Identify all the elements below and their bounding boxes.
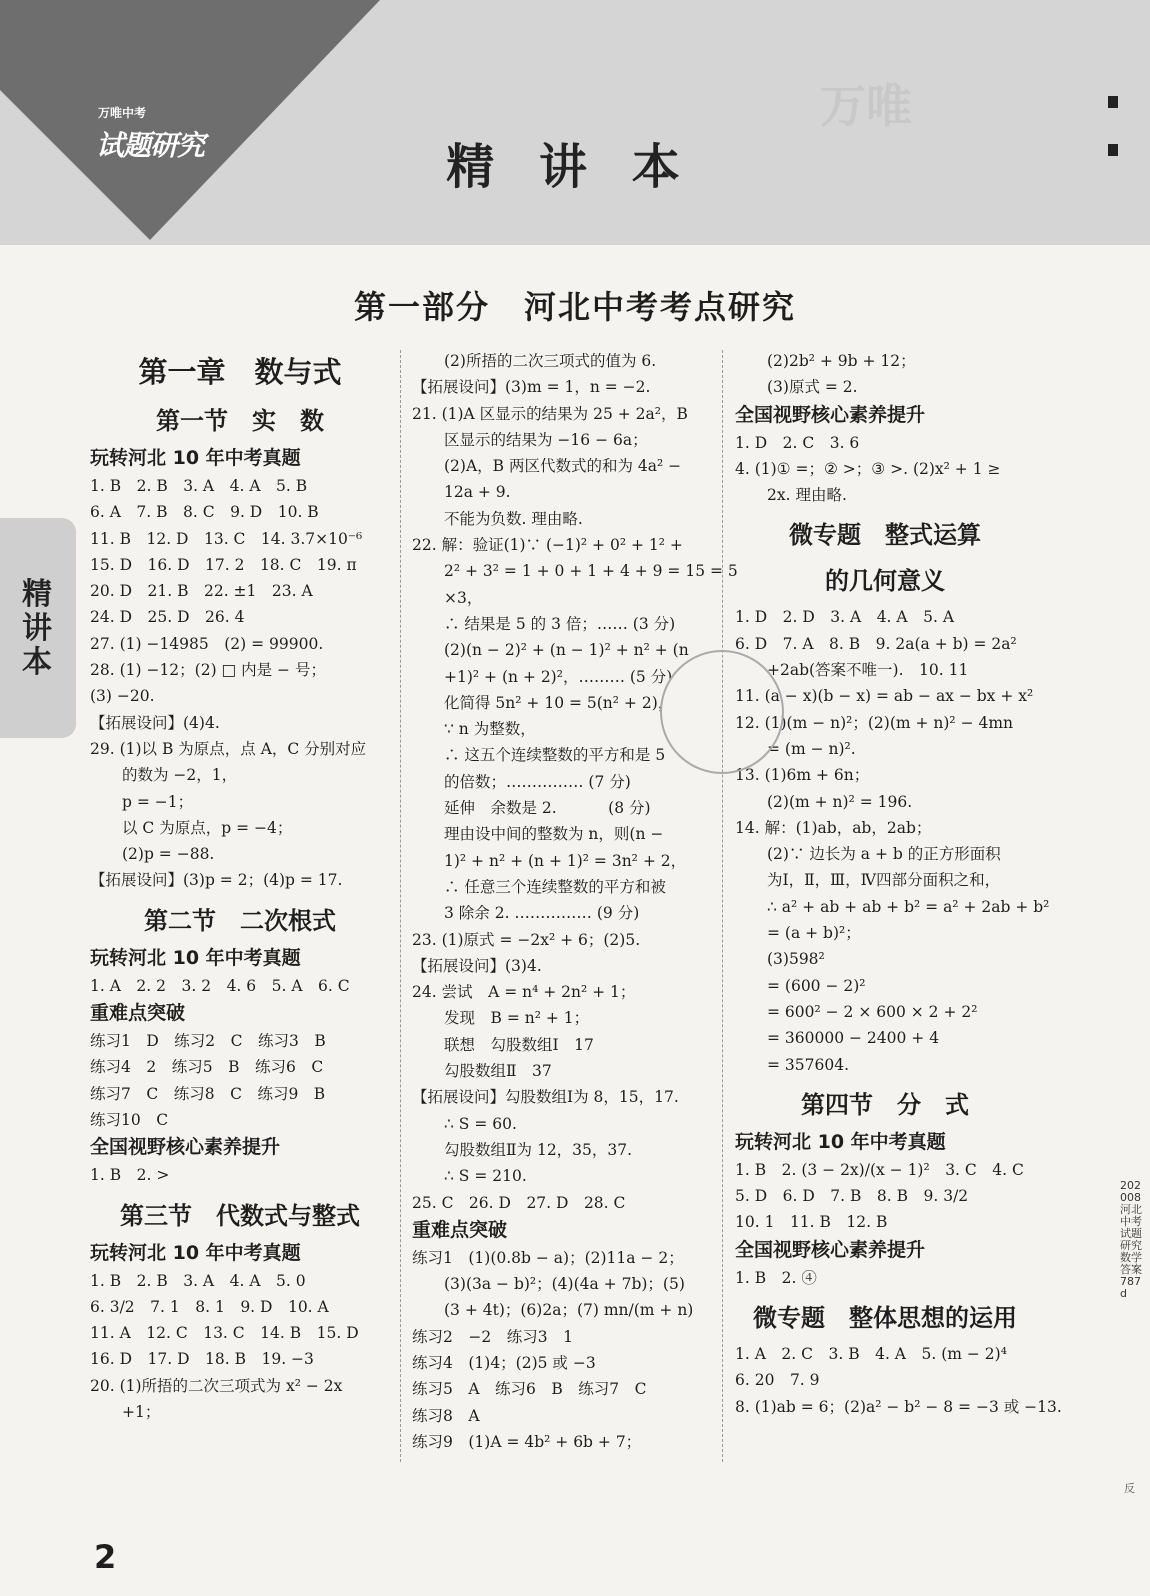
answer-line: p = −1； <box>122 792 194 811</box>
answer-line: 1. D 2. C 3. 6 <box>735 433 860 452</box>
answer-line: 练习4 2 练习5 B 练习6 C <box>90 1058 324 1077</box>
answer-line: 24. D 25. D 26. 4 <box>90 608 245 627</box>
answer-line: 28. (1) −12；(2) □ 内是 − 号； <box>90 661 326 680</box>
answer-line: = (600 − 2)² <box>767 976 866 995</box>
section-heading: 第四节 分 式 <box>801 1090 969 1119</box>
answer-column-1 <box>90 348 390 1425</box>
side-code: 202008河北中考试题研究数学答案787d <box>1120 1179 1142 1300</box>
side-tab <box>0 518 76 738</box>
answer-line: 不能为负数. 理由略. <box>444 509 583 528</box>
answer-line: 4. (1)① =；② >；③ >. (2)x² + 1 ≥ <box>735 459 1001 478</box>
answer-line: (2)2b² + 9b + 12； <box>767 352 916 370</box>
answer-line: 勾股数组Ⅱ 37 <box>444 1062 552 1081</box>
answer-column-3 <box>735 348 1062 1420</box>
answer-line: 11. A 12. C 13. C 14. B 15. D <box>90 1324 359 1343</box>
section-heading: 的几何意义 <box>825 567 945 596</box>
section-heading: 第三节 代数式与整式 <box>120 1201 360 1230</box>
part-title: 第一部分 河北中考考点研究 <box>353 288 796 326</box>
subsection-heading: 重难点突破 <box>412 1218 508 1241</box>
answer-line: 23. (1)原式 = −2x² + 6；(2)5. <box>412 930 641 949</box>
answer-line: ∴ a² + ab + ab + b² = a² + 2ab + b² <box>767 897 1050 916</box>
subsection-heading: 玩转河北 10 年中考真题 <box>735 1130 946 1153</box>
answer-line: 发现 B = n² + 1； <box>444 1009 590 1028</box>
answer-line: 6. 20 7. 9 <box>735 1371 820 1390</box>
section-heading: 微专题 整体思想的运用 <box>753 1304 1017 1333</box>
answer-line: 【拓展设问】(3)4. <box>412 956 542 975</box>
answer-line: 练习1 (1)(0.8b − a)；(2)11a − 2； <box>412 1248 684 1267</box>
answer-line: (2)(n − 2)² + (n − 1)² + n² + (n <box>444 641 689 660</box>
answer-line: 6. 3/2 7. 1 8. 1 9. D 10. A <box>90 1297 329 1316</box>
answer-line: (2)∵ 边长为 a + b 的正方形面积 <box>767 845 1001 864</box>
answer-line: 12. (1)(m − n)²；(2)(m + n)² − 4mn <box>735 713 1014 732</box>
brand-watermark: 万唯 <box>820 79 912 133</box>
answer-line: (2)(m + n)² = 196. <box>767 792 913 811</box>
logo-subtitle: 万唯中考 <box>98 106 147 120</box>
answer-line: ∴ 这五个连续整数的平方和是 5 <box>444 746 666 765</box>
answer-line: 22. 解：验证(1)∵ (−1)² + 0² + 1² + <box>412 536 683 555</box>
subsection-heading: 全国视野核心素养提升 <box>735 1238 926 1261</box>
answer-line: 11. (a − x)(b − x) = ab − ax − bx + x² <box>735 687 1034 706</box>
answer-line: (2)所捂的二次三项式的值为 6. <box>444 352 657 370</box>
column-divider <box>722 350 723 1462</box>
subsection-heading: 玩转河北 10 年中考真题 <box>90 946 301 969</box>
answer-line: 【拓展设问】(3)p = 2；(4)p = 17. <box>90 871 343 890</box>
answer-line: 6. D 7. A 8. B 9. 2a(a + b) = 2a² <box>735 634 1017 653</box>
subsection-heading: 全国视野核心素养提升 <box>735 403 926 426</box>
answer-line: = 357604. <box>767 1055 850 1074</box>
header-logo-triangle <box>0 0 380 240</box>
answer-line: ×3， <box>444 588 483 607</box>
answer-line: 29. (1)以 B 为原点，点 A，C 分别对应 <box>90 739 367 758</box>
answer-line: 练习1 D 练习2 C 练习3 B <box>90 1032 326 1051</box>
marker-square <box>1108 96 1118 108</box>
answer-line: 1. B 2. > <box>90 1166 170 1185</box>
answer-line: (3) −20. <box>90 687 155 706</box>
answer-line: 12a + 9. <box>444 483 511 502</box>
answer-line: 理由设中间的整数为 n，则(n − <box>444 825 664 844</box>
answer-line: 为Ⅰ，Ⅱ，Ⅲ，Ⅳ四部分面积之和， <box>767 871 1001 890</box>
answer-column-2 <box>412 348 738 1455</box>
answer-line: ∴ S = 210. <box>444 1167 527 1186</box>
answer-line: 1. B 2. B 3. A 4. A 5. 0 <box>90 1271 306 1290</box>
answer-line: 的倍数；…………… (7 分) <box>444 772 631 791</box>
page-header <box>0 0 1150 245</box>
answer-line: (3)原式 = 2. <box>767 378 858 397</box>
answer-line: 27. (1) −14985 (2) = 99900. <box>90 634 324 653</box>
answer-line: 的数为 −2，1， <box>122 766 238 785</box>
subsection-heading: 玩转河北 10 年中考真题 <box>90 447 301 469</box>
answer-line: = 360000 − 2400 + 4 <box>767 1029 940 1048</box>
subsection-heading: 玩转河北 10 年中考真题 <box>90 1241 301 1264</box>
page-title: 精 讲 本 <box>446 139 694 195</box>
answer-line: 8. (1)ab = 6；(2)a² − b² − 8 = −3 或 −13. <box>735 1397 1062 1416</box>
answer-line: 以 C 为原点，p = −4； <box>122 818 293 837</box>
answer-line: 1. A 2. C 3. B 4. A 5. (m − 2)⁴ <box>735 1345 1007 1364</box>
answer-line: (3 + 4t)；(6)2a；(7) mn/(m + n) <box>444 1301 694 1320</box>
answer-line: 练习9 (1)A = 4b² + 6b + 7； <box>412 1432 642 1451</box>
answer-line: = (a + b)²； <box>767 924 861 943</box>
answer-line: 20. D 21. B 22. ±1 23. A <box>90 582 313 601</box>
answer-line: 1. B 2. ④ <box>735 1268 817 1287</box>
answer-line: +1； <box>122 1403 161 1422</box>
answer-line: 练习7 C 练习8 C 练习9 B <box>90 1084 326 1103</box>
answer-line: (3)(3a − b)²；(4)(4a + 7b)；(5) <box>444 1275 685 1294</box>
answer-line: 20. (1)所捂的二次三项式为 x² − 2x <box>90 1376 343 1395</box>
page-number: 2 <box>94 1538 117 1576</box>
answer-line: ∵ n 为整数， <box>444 720 536 739</box>
answer-line: +1)² + (n + 2)²，……… (5 分) <box>444 667 673 686</box>
answer-line: 1. A 2. 2 3. 2 4. 6 5. A 6. C <box>90 976 350 995</box>
subsection-heading: 重难点突破 <box>90 1002 186 1025</box>
answer-line: (2)p = −88. <box>122 845 215 864</box>
answer-line: 1. D 2. D 3. A 4. A 5. A <box>735 608 955 627</box>
side-tab-label: 精讲本 <box>22 577 52 680</box>
answer-line: 3 除余 2. …………… (9 分) <box>444 904 640 923</box>
answer-line: 10. 1 11. B 12. B <box>735 1213 888 1232</box>
answer-line: 6. A 7. B 8. C 9. D 10. B <box>90 503 319 522</box>
answer-line: 21. (1)A 区显示的结果为 25 + 2a²，B <box>412 404 688 423</box>
answer-line: 练习8 A <box>412 1406 480 1425</box>
review-stamp <box>660 650 784 774</box>
answer-line: 5. D 6. D 7. B 8. B 9. 3/2 <box>735 1187 969 1206</box>
answer-line: 勾股数组Ⅱ为 12，35，37. <box>444 1140 633 1159</box>
answer-line: 延伸 余数是 2. (8 分) <box>444 799 651 818</box>
section-heading: 第二节 二次根式 <box>144 906 336 935</box>
answer-line: (3)598² <box>767 950 825 969</box>
answer-line: 16. D 17. D 18. B 19. −3 <box>90 1350 314 1369</box>
answer-line: 13. (1)6m + 6n； <box>735 766 870 785</box>
answer-line: 1)² + n² + (n + 1)² = 3n² + 2， <box>444 851 687 870</box>
answer-line: 化简得 5n² + 10 = 5(n² + 2)， <box>444 693 674 712</box>
answer-line: 【拓展设问】勾股数组Ⅰ为 8，15，17. <box>412 1088 679 1107</box>
answer-line: 2² + 3² = 1 + 0 + 1 + 4 + 9 = 15 = 5 <box>444 562 738 581</box>
side-mark: 反 <box>1124 1482 1135 1495</box>
answer-line: 1. B 2. B 3. A 4. A 5. B <box>90 477 308 495</box>
answer-line: 练习2 −2 练习3 1 <box>412 1327 573 1346</box>
answer-line: 联想 勾股数组Ⅰ 17 <box>444 1035 594 1054</box>
answer-line: 【拓展设问】(3)m = 1，n = −2. <box>412 378 651 397</box>
answer-line: = (m − n)². <box>767 739 856 758</box>
section-heading: 第一节 实 数 <box>156 407 324 435</box>
subsection-heading: 全国视野核心素养提升 <box>90 1136 281 1159</box>
marker-square <box>1108 144 1118 156</box>
answer-line: ∴ 任意三个连续整数的平方和被 <box>444 877 666 896</box>
answer-line: 练习5 A 练习6 B 练习7 C <box>412 1380 647 1399</box>
answer-line: 1. B 2. (3 − 2x)/(x − 1)² 3. C 4. C <box>735 1160 1024 1179</box>
section-heading: 微专题 整式运算 <box>789 521 981 550</box>
column-divider <box>400 350 401 1462</box>
answer-line: 2x. 理由略. <box>767 486 847 505</box>
answer-line: ∴ 结果是 5 的 3 倍；…… (3 分) <box>444 614 676 633</box>
answer-line: 练习4 (1)4；(2)5 或 −3 <box>412 1353 596 1372</box>
answer-line: 14. 解：(1)ab，ab，2ab； <box>735 818 932 837</box>
answer-line: 区显示的结果为 −16 − 6a； <box>444 430 648 449</box>
answer-line: 25. C 26. D 27. D 28. C <box>412 1193 626 1212</box>
answer-line: (2)A，B 两区代数式的和为 4a² − <box>444 457 682 476</box>
answer-line: 11. B 12. D 13. C 14. 3.7×10⁻⁶ <box>90 529 363 548</box>
answer-line: 练习10 C <box>90 1110 169 1129</box>
answer-line: 【拓展设问】(4)4. <box>90 713 220 732</box>
answer-line: 15. D 16. D 17. 2 18. C 19. π <box>90 555 357 574</box>
answer-line: +2ab(答案不唯一). 10. 11 <box>767 661 969 680</box>
chapter-heading: 第一章 数与式 <box>138 355 342 389</box>
answer-line: ∴ S = 60. <box>444 1114 517 1133</box>
answer-line: = 600² − 2 × 600 × 2 + 2² <box>767 1002 978 1021</box>
answer-line: 24. 尝试 A = n⁴ + 2n² + 1； <box>412 983 636 1002</box>
logo-title: 试题研究 <box>96 129 205 162</box>
